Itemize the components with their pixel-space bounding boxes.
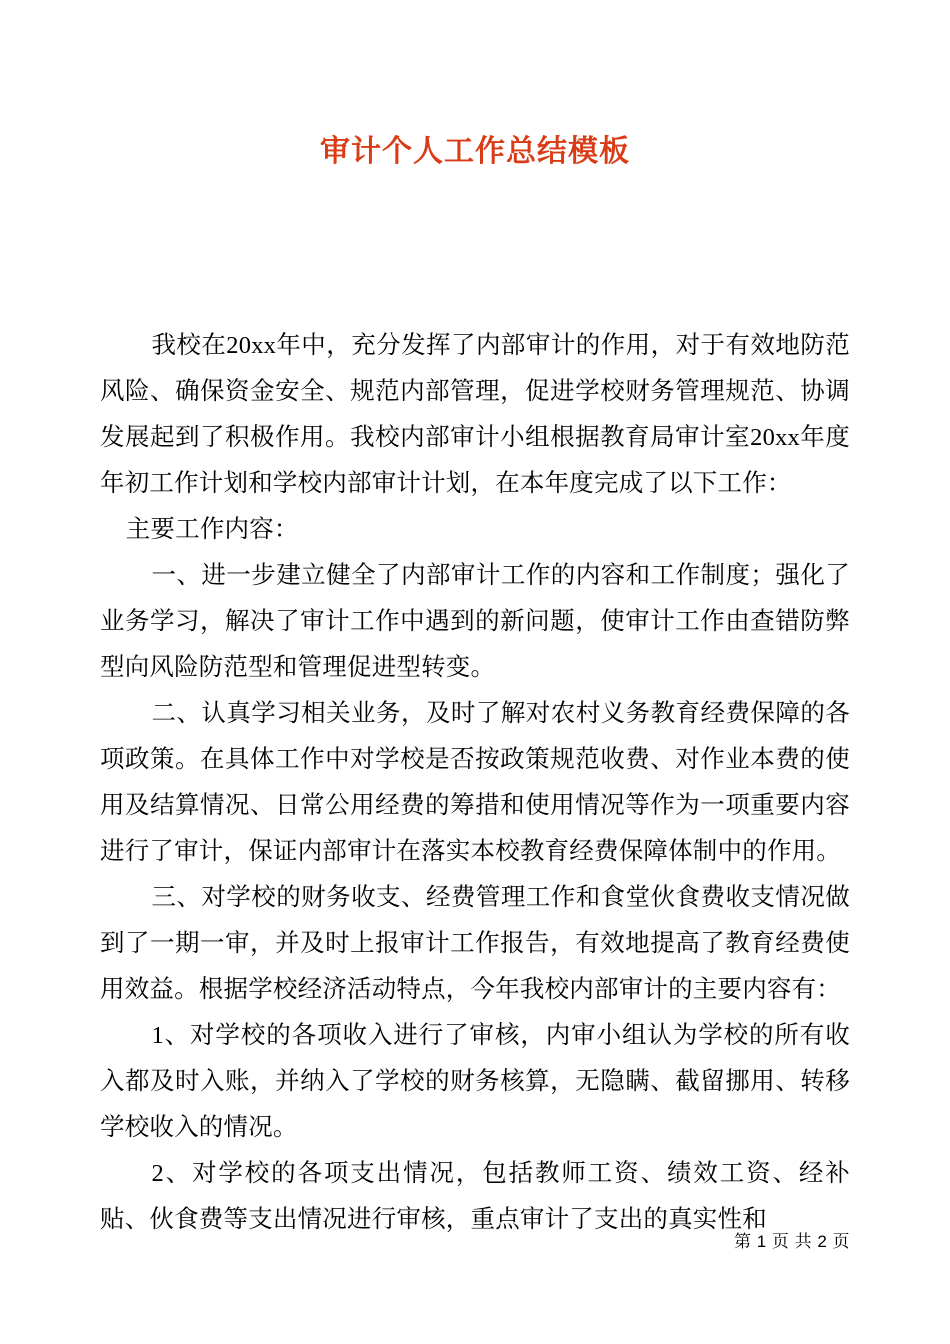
paragraph-1: 我校在20xx年中，充分发挥了内部审计的作用，对于有效地防范风险、确保资金安全、规范内部管理，促进学校财务管理规范、协调发展起到了积极作用。我校内部审计小组根据教育局审计室20xx年度年初工作计划和学校内部审计计划，在本年度完成了以下工作： [100,332,850,497]
paragraph-4: 二、认真学习相关业务，及时了解对农村义务教育经费保障的各项政策。在具体工作中对学校是否按政策规范收费、对作业本费的使用及结算情况、日常公用经费的筹措和使用情况等作为一项重要内容进行了审计，保证内部审计在落实本校教育经费保障体制中的作用。 [100,700,850,865]
page-number-footer: 第 1 页 共 2 页 [733,1232,850,1251]
paragraph-6: 1、对学校的各项收入进行了审核，内审小组认为学校的所有收入都及时入账，并纳入了学校的财务核算，无隐瞒、截留挪用、转移学校收入的情况。 [100,1022,850,1141]
paragraph-5: 三、对学校的财务收支、经费管理工作和食堂伙食费收支情况做到了一期一审，并及时上报审计工作报告，有效地提高了教育经费使用效益。根据学校经济活动特点，今年我校内部审计的主要内容有： [100,884,850,1003]
page-title: 审计个人工作总结模板 [320,135,630,168]
paragraph-2: 主要工作内容： [125,516,299,543]
paragraph-7: 2、对学校的各项支出情况，包括教师工资、绩效工资、经补贴、伙食费等支出情况进行审核，重点审计了支出的真实性和 [100,1160,850,1233]
document-body [100,323,850,1243]
paragraph-3: 一、进一步建立健全了内部审计工作的内容和工作制度；强化了业务学习，解决了审计工作中遇到的新问题，使审计工作由查错防弊型向风险防范型和管理促进型转变。 [100,562,850,681]
